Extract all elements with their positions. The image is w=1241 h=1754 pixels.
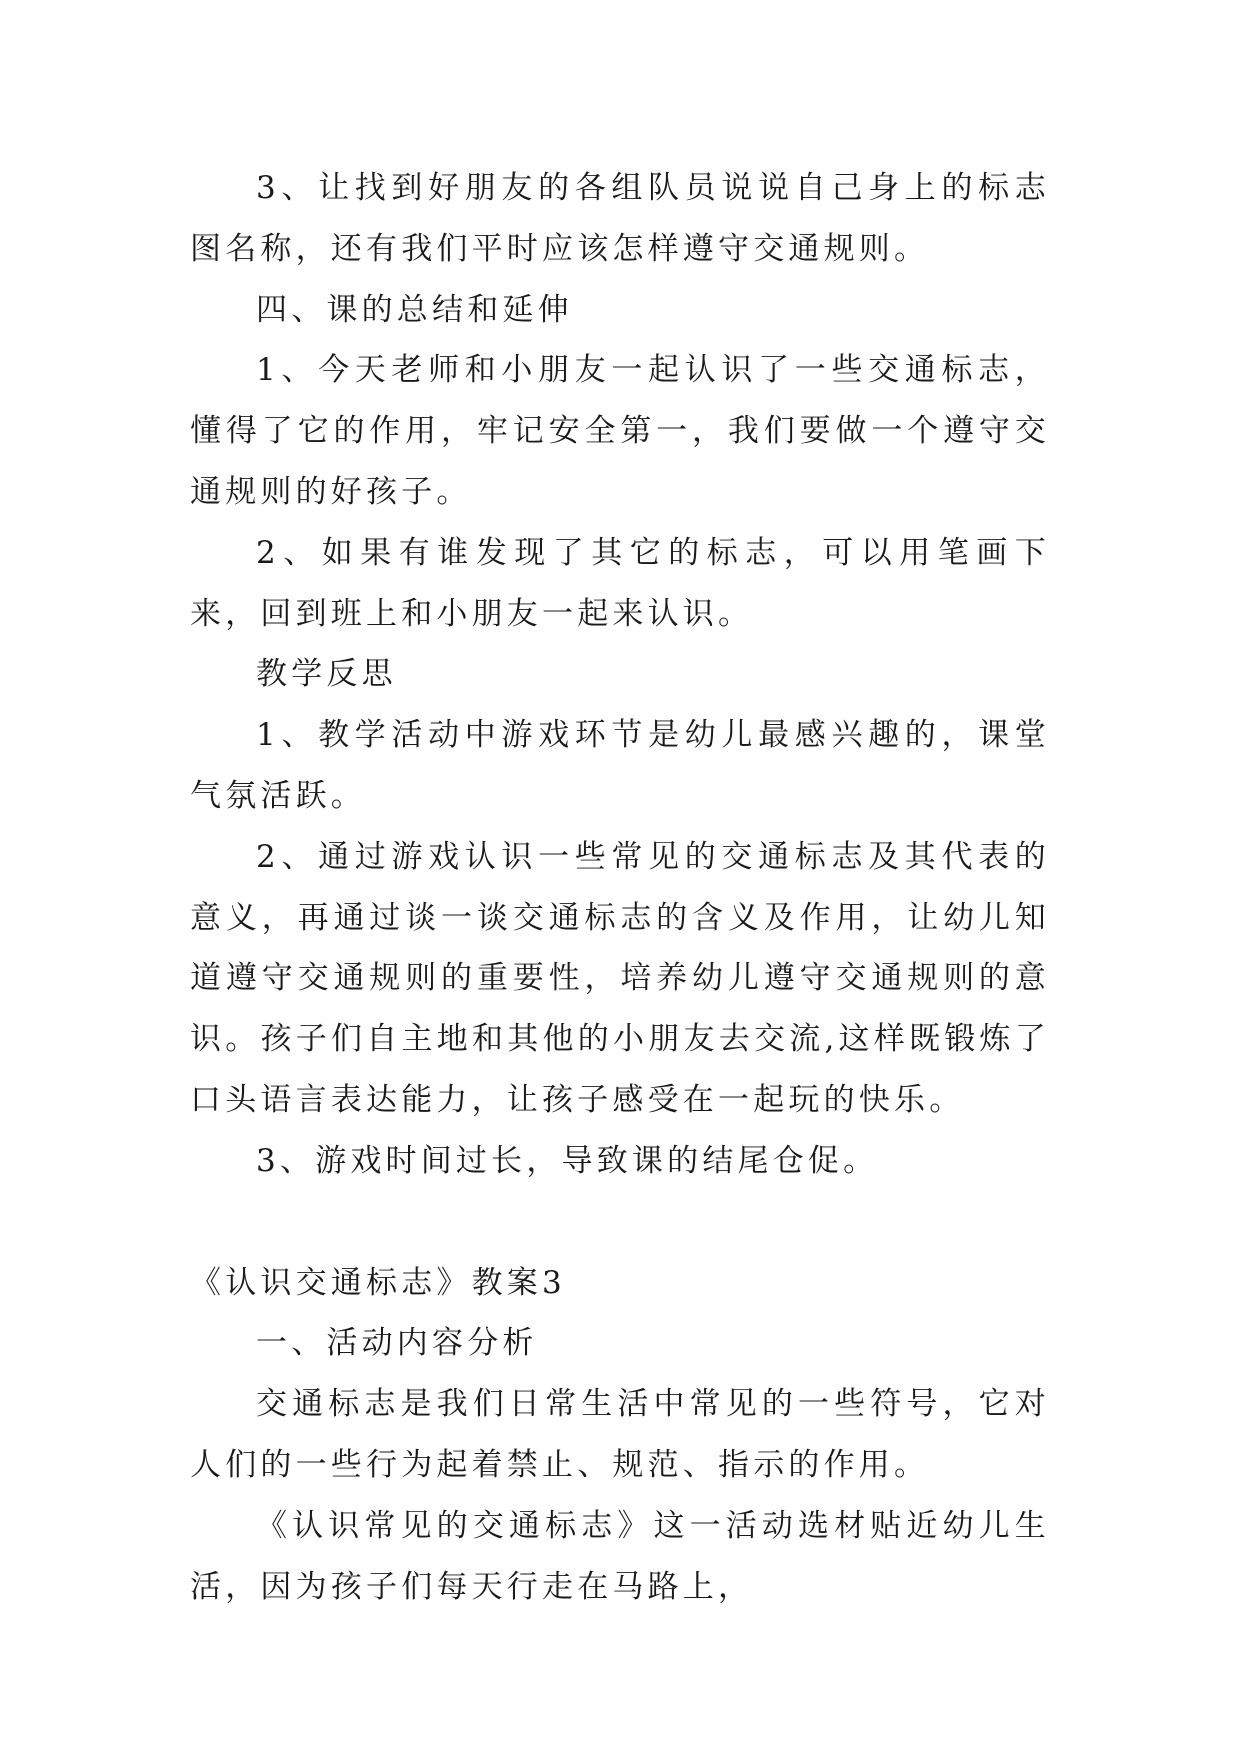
- paragraph: 《认识常见的交通标志》这一活动选材贴近幼儿生活，因为孩子们每天行走在马路上，: [190, 1507, 1050, 1605]
- paragraph: 1、今天老师和小朋友一起认识了一些交通标志，懂得了它的作用，牢记安全第一，我们要做一个遵守交通规则的好孩子。: [190, 352, 1050, 510]
- paragraph: 1、教学活动中游戏环节是幼儿最感兴趣的，课堂气氛活跃。: [190, 717, 1050, 814]
- section-spacer: [190, 1192, 1050, 1253]
- paragraph: 3、让找到好朋友的各组队员说说自己身上的标志图名称，还有我们平时应该怎样遵守交通规则。: [190, 170, 1050, 267]
- section-heading: 四、课的总结和延伸: [256, 291, 573, 328]
- paragraph: 2、如果有谁发现了其它的标志，可以用笔画下来，回到班上和小朋友一起来认识。: [190, 534, 1050, 632]
- paragraph: 3、游戏时间过长，导致课的结尾仓促。: [256, 1142, 879, 1179]
- paragraph: 交通标志是我们日常生活中常见的一些符号，它对人们的一些行为起着禁止、规范、指示的作用。: [190, 1386, 1050, 1483]
- document-body: [190, 158, 1050, 1617]
- section-heading: 教学反思: [256, 656, 397, 693]
- document-title: 《认识交通标志》教案3: [190, 1264, 566, 1301]
- paragraph: 2、通过游戏认识一些常见的交通标志及其代表的意义，再通过谈一谈交通标志的含义及作用，让幼儿知道遵守交通规则的重要性，培养幼儿遵守交通规则的意识。孩子们自主地和其他的小朋友去交流,这样既锻炼了口头语言表达能力，让孩子感受在一起玩的快乐。: [190, 838, 1050, 1118]
- section-heading: 一、活动内容分析: [256, 1325, 538, 1362]
